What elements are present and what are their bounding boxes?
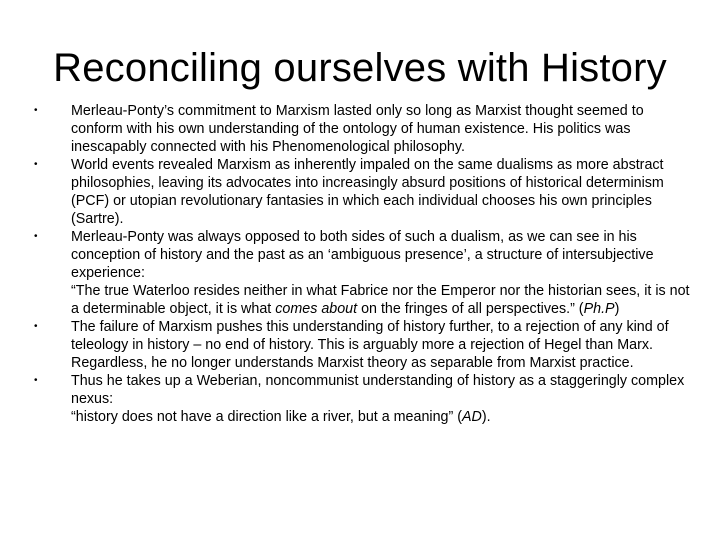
bullet-text: Merleau-Ponty was always opposed to both sides of such a dualism, as we can see in his conception of history and the past as an ‘ambiguous presence’, a structure of intersubjective experience: — [71, 229, 654, 281]
bullet-text: The failure of Marxism pushes this understanding of history further, to a rejection of any kind of teleology in history – no end of history. This is arguably more a rejection of Hegel than Marx. Regardless, he no longer understands Marxist theory as separable from Marxist practice. — [71, 319, 669, 371]
quote-text: “history does not have a direction like a river, but a meaning” ( — [71, 409, 462, 425]
bullet-dot: • — [34, 321, 38, 332]
quote-source: AD — [461, 409, 482, 425]
quote-close: ). — [481, 409, 491, 425]
quote-close: ) — [614, 301, 620, 317]
bullet-item — [34, 102, 694, 156]
bullet-item — [34, 228, 694, 318]
bullet-dot: • — [34, 375, 38, 386]
bullet-dot: • — [34, 105, 38, 116]
quote-emphasis: comes about — [275, 301, 358, 317]
quotation — [71, 408, 694, 426]
quote-text: “The true Waterloo resides neither in what Fabrice nor the Emperor nor the historian sees, it is not a determinable object, it is what — [71, 283, 690, 317]
bullet-item — [34, 372, 694, 426]
bullet-dot: • — [34, 231, 38, 242]
quote-source: Ph.P — [583, 301, 615, 317]
slide-title: Reconciling ourselves with History — [53, 46, 667, 90]
bullet-text: Merleau-Ponty’s commitment to Marxism lasted only so long as Marxist thought seemed to conform with his own understanding of the ontology of human existence. His politics was inescapably connected with his Phenomenological philosophy. — [71, 103, 644, 155]
bullet-item — [34, 318, 694, 372]
quotation — [71, 282, 694, 318]
quote-text-continued: on the fringes of all perspectives.” ( — [357, 301, 584, 317]
bullet-dot: • — [34, 159, 38, 170]
bullet-text: World events revealed Marxism as inherently impaled on the same dualisms as more abstract philosophies, leaving its advocates into increasingly absurd positions of historical determinism (PCF) or utopian revolutionary fantasies in which each individual chooses his own principles (Sartre). — [71, 157, 664, 227]
bullet-text: Thus he takes up a Weberian, noncommunist understanding of history as a staggeringly complex nexus: — [71, 373, 685, 407]
bullet-list — [34, 102, 694, 426]
bullet-item — [34, 156, 694, 228]
